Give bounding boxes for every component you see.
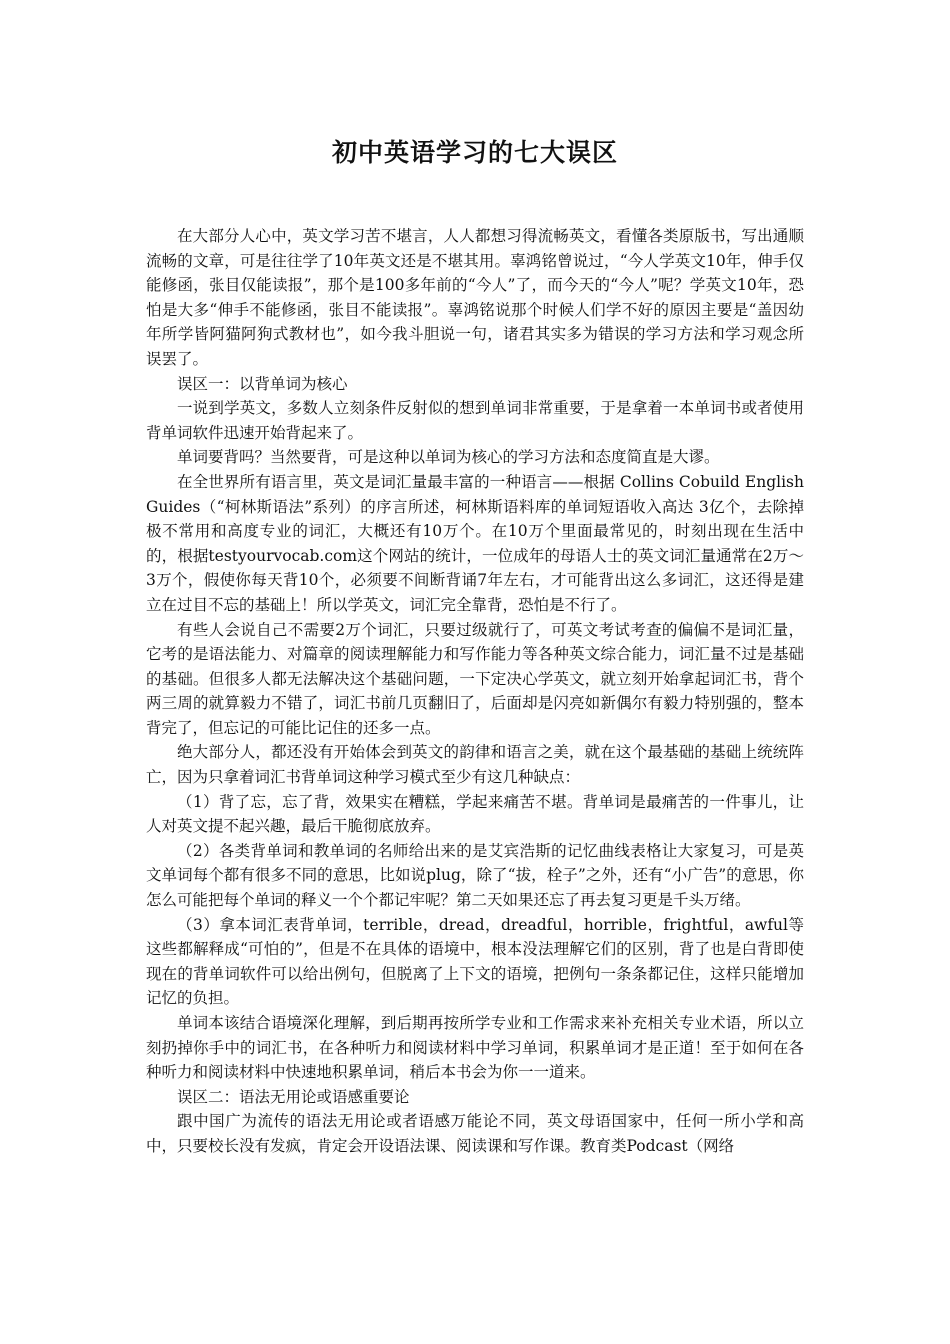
paragraph: 跟中国广为流传的语法无用论或者语感万能论不同，英文母语国家中，任何一所小学和高中，只要校长没有发疯，肯定会开设语法课、阅读课和写作课。教育类Podcast（网络 bbox=[146, 1112, 804, 1155]
list-item-1: （1）背了忘，忘了背，效果实在糟糕，学起来痛苦不堪。背单词是最痛苦的一件事儿，让人对英文提不起兴趣，最后干脆彻底放弃。 bbox=[146, 792, 804, 836]
paragraph: 在全世界所有语言里，英文是词汇量最丰富的一种语言——根据 Collins Cobuild English Guides（“柯林斯语法”系列）的序言所述，柯林斯语料库的单词短语收入高达 3亿个，去除掉极不常用和高度专业的词汇，大概还有10万个。在10万个里面最常见的，时刻出现在生活中的，根据testyourvocab.com这个网站的统计，一位成年的母语人士的英文词汇量通常在2万～3万个，假使你每天背10个，必须要不间断背诵7年左右，才可能背出这么多词汇，这还得是建立在过目不忘的基础上！所以学英文，词汇完全靠背，恐怕是不行了。 bbox=[146, 472, 804, 614]
paragraph-intro: 在大部分人心中，英文学习苦不堪言，人人都想习得流畅英文，看懂各类原版书，写出通顺流畅的文章，可是往往学了10年英文还是不堪其用。辜鸿铭曾说过，“今人学英文10年，伸手仅能修函，张目仅能读报”，那个是100多年前的“今人”了，而今天的“今人”呢？学英文10年，恐怕是大多“伸手不能修函，张目不能读报”。辜鸿铭说那个时候人们学不好的原因主要是“盖因幼年所学皆阿猫阿狗式教材也”，如今我斗胆说一句，诸君其实多为错误的学习方法和学习观念所误罢了。 bbox=[146, 227, 804, 368]
list-item-3: （3）拿本词汇表背单词，terrible，dread，dreadful，horrible，frightful，awful等这些都解释成“可怕的”，但是不在具体的语境中，根本没法理解它们的区别，背了也是白背即使现在的背单词软件可以给出例句，但脱离了上下文的语境，把例句一条条都记住，这样只能增加记忆的负担。 bbox=[146, 915, 804, 1008]
paragraph: 单词要背吗？当然要背，可是这种以单词为核心的学习方法和态度简直是大谬。 bbox=[177, 448, 720, 467]
list-item-2: （2）各类背单词和教单词的名师给出来的是艾宾浩斯的记忆曲线表格让大家复习，可是英文单词每个都有很多不同的意思，比如说plug，除了“拔，栓子”之外，还有“小广告”的意思，你怎么可能把每个单词的释义一个个都记牢呢？第二天如果还忘了再去复习更是千头万绪。 bbox=[146, 841, 804, 910]
paragraph: 单词本该结合语境深化理解，到后期再按所学专业和工作需求来补充相关专业术语，所以立刻扔掉你手中的词汇书，在各种听力和阅读材料中学习单词，积累单词才是正道！至于如何在各种听力和阅读材料中快速地积累单词，稍后本书会为你一一道来。 bbox=[146, 1014, 804, 1082]
document-body bbox=[146, 224, 804, 1159]
paragraph: 绝大部分人，都还没有开始体会到英文的韵律和语言之美，就在这个最基础的基础上统统阵亡，因为只拿着词汇书背单词这种学习模式至少有这几种缺点： bbox=[146, 743, 804, 787]
document-title: 初中英语学习的七大误区 bbox=[331, 138, 618, 167]
section-heading-2: 误区二：语法无用论或语感重要论 bbox=[177, 1087, 410, 1106]
paragraph: 一说到学英文，多数人立刻条件反射似的想到单词非常重要，于是拿着一本单词书或者使用背单词软件迅速开始背起来了。 bbox=[146, 399, 804, 442]
paragraph: 有些人会说自己不需要2万个词汇，只要过级就行了，可英文考试考查的偏偏不是词汇量，它考的是语法能力、对篇章的阅读理解能力和写作能力等各种英文综合能力，词汇量不过是基础的基础。但很多人都无法解决这个基础问题，一下定决心学英文，就立刻开始拿起词汇书，背个两三周的就算毅力不错了，词汇书前几页翻旧了，后面却是闪亮如新偶尔有毅力特别强的，整本背完了，但忘记的可能比记住的还多一点。 bbox=[146, 620, 804, 737]
section-heading-1: 误区一：以背单词为核心 bbox=[177, 374, 348, 393]
